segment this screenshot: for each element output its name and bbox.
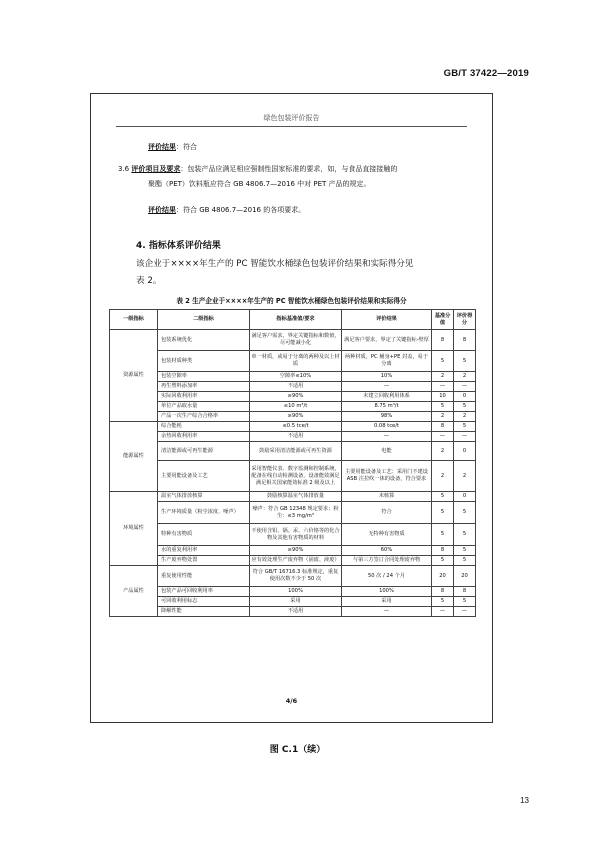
item-text-1: ：包装产品应满足相应强制性国家标准的要求，如，与食品直接接触的 [180, 165, 398, 173]
indicator-cell: 主要用能设备及工艺 [158, 461, 250, 492]
actual-score-cell: 2 [454, 461, 476, 492]
base-score-cell: 5 [432, 402, 454, 412]
item-number: 3.6 [118, 165, 130, 173]
base-score-cell: — [432, 382, 454, 392]
indicator-cell: 包装材质种类 [158, 351, 250, 372]
indicator-cell: 生产废弃物处置 [158, 556, 250, 566]
actual-score-cell: 5 [454, 556, 476, 566]
indicator-cell: 再生塑料添加率 [158, 382, 250, 392]
eval-result-label: 评价结果 [148, 143, 176, 151]
eval-result-value: ：符合 [176, 143, 197, 151]
item-3-6-line-1 [118, 165, 397, 174]
benchmark-cell: ≥90% [250, 412, 342, 422]
benchmark-cell: 不适用 [250, 382, 342, 392]
group-name-cell: 环境属性 [110, 492, 158, 566]
item-label: 评价项目及要求 [131, 165, 181, 173]
indicator-cell: 实际回收利用率 [158, 392, 250, 402]
actual-score-cell: — [454, 382, 476, 392]
body-line-1: 该企业于××××年生产的 PC 智能饮水桶绿色包装评价结果和实际得分见 [136, 259, 414, 269]
base-score-cell: — [432, 432, 454, 442]
table-row [110, 597, 476, 607]
result-cell: — [342, 607, 432, 617]
indicator-cell: 单位产品取水量 [158, 402, 250, 412]
indicator-cell: 特种有害物质 [158, 524, 250, 546]
evaluation-table [109, 309, 476, 617]
indicator-cell: 余热回收利用率 [158, 432, 250, 442]
actual-score-cell: 0 [454, 442, 476, 461]
actual-score-cell: 2 [454, 372, 476, 382]
page-indicator: 4/6 [285, 697, 298, 705]
body-line-2: 表 2。 [136, 276, 162, 286]
indicator-cell: 水的重复利用率 [158, 546, 250, 556]
indicator-cell: 生产环境质量（粉尘浓度、噪声） [158, 502, 250, 524]
table-row [110, 502, 476, 524]
table-row [110, 372, 476, 382]
result-cell: 10% [342, 372, 432, 382]
indicator-cell: 包装产品可回收利用率 [158, 587, 250, 597]
benchmark-cell: ≤10 m³/t [250, 402, 342, 412]
result-cell: 主要用能设备及工艺：采用门不建设 ASB 注拉吹一体的设备，符合要求 [342, 461, 432, 492]
benchmark-cell: 单一材质，或易于分离的两种及以上材质 [250, 351, 342, 372]
table-caption: 表 2 生产企业于××××年生产的 PC 智能饮水桶绿色包装评价结果和实际得分 [176, 297, 407, 305]
table-row [110, 556, 476, 566]
eval-result-line-1 [148, 143, 197, 152]
table-row [110, 492, 476, 502]
table-row [110, 351, 476, 372]
base-score-cell: 8 [432, 587, 454, 597]
benchmark-cell: 鼓励核算温室气体排放量 [250, 492, 342, 502]
actual-score-cell: 2 [454, 412, 476, 422]
actual-score-cell: 0 [454, 492, 476, 502]
table-row [110, 412, 476, 422]
benchmark-cell: ≥90% [250, 392, 342, 402]
indicator-cell: 降解性能 [158, 607, 250, 617]
benchmark-cell: 鼓励采用清洁能源或可再生资源 [250, 442, 342, 461]
base-score-cell: 8 [432, 330, 454, 351]
result-cell: 采用 [342, 597, 432, 607]
indicator-cell: 包装系统优化 [158, 330, 250, 351]
actual-score-cell: 5 [454, 402, 476, 412]
actual-score-cell: 5 [454, 546, 476, 556]
table-row [110, 566, 476, 587]
actual-score-cell: — [454, 607, 476, 617]
section-heading: 4. 指标体系评价结果 [136, 241, 221, 251]
actual-score-cell: 5 [454, 351, 476, 372]
result-cell: 8.75 m³/t [342, 402, 432, 412]
col-header-benchmark: 指标基准值/要求 [250, 310, 342, 330]
base-score-cell: 5 [432, 556, 454, 566]
result-cell: 50 次 / 24 个月 [342, 566, 432, 587]
table-row [110, 524, 476, 546]
col-header-result: 评价结果 [342, 310, 432, 330]
base-score-cell: — [432, 607, 454, 617]
table-row [110, 442, 476, 461]
result-cell: 符合 [342, 502, 432, 524]
indicator-cell: 清洁能源或可再生能源 [158, 442, 250, 461]
base-score-cell: 8 [432, 546, 454, 556]
result-cell: 满足客户要求，界定了关键指标-壁厚 [342, 330, 432, 351]
indicator-cell: 可回收利用标志 [158, 597, 250, 607]
actual-score-cell: 8 [454, 587, 476, 597]
group-name-cell: 产品属性 [110, 566, 158, 617]
base-score-cell: 2 [432, 442, 454, 461]
actual-score-cell: 8 [454, 330, 476, 351]
col-header-level1: 一级指标 [110, 310, 158, 330]
benchmark-cell: 应有效处理生产废弃物（固废、液废） [250, 556, 342, 566]
benchmark-cell: 空隙率≤10% [250, 372, 342, 382]
col-header-base-score: 基准分值 [432, 310, 454, 330]
base-score-cell: 2 [432, 412, 454, 422]
table-row [110, 422, 476, 432]
report-frame [90, 93, 493, 723]
group-name-cell: 能源属性 [110, 422, 158, 492]
result2-value: ：符合 GB 4806.7—2016 的各项要求。 [176, 206, 306, 214]
result-cell: 未建立回收利用体系 [342, 392, 432, 402]
indicator-cell: 包装空隙率 [158, 372, 250, 382]
result-cell: — [342, 432, 432, 442]
actual-score-cell: 5 [454, 597, 476, 607]
base-score-cell: 10 [432, 392, 454, 402]
result-cell: 100% [342, 587, 432, 597]
benchmark-cell: 不使用含铅、镉、汞、六价铬等的化合物及其他有害物质的材料 [250, 524, 342, 546]
result-cell: 两种材质，PC 桶身+PE 封盖，易于分离 [342, 351, 432, 372]
benchmark-cell: 不适用 [250, 432, 342, 442]
base-score-cell: 5 [432, 524, 454, 546]
figure-caption: 图 C.1（续） [269, 745, 326, 755]
base-score-cell: 2 [432, 461, 454, 492]
actual-score-cell: 20 [454, 566, 476, 587]
standard-number: GB/T 37422—2019 [443, 68, 529, 79]
result2-label: 评价结果 [148, 206, 176, 214]
table-row [110, 432, 476, 442]
benchmark-cell: ≤0.5 tce/t [250, 422, 342, 432]
indicator-cell: 重复使用性能 [158, 566, 250, 587]
table-row [110, 382, 476, 392]
result-cell: 电能 [342, 442, 432, 461]
col-header-actual-score: 评价得分 [454, 310, 476, 330]
actual-score-cell: 5 [454, 502, 476, 524]
item-text-2: 聚酯（PET）饮料瓶应符合 GB 4806.7—2016 中对 PET 产品的规定。 [148, 180, 371, 188]
table-row [110, 461, 476, 492]
table-body [110, 330, 476, 617]
table-row [110, 392, 476, 402]
result-cell: 60% [342, 546, 432, 556]
result-cell: 未核算 [342, 492, 432, 502]
indicator-cell: 温室气体排放核算 [158, 492, 250, 502]
base-score-cell: 2 [432, 372, 454, 382]
benchmark-cell: 不适用 [250, 607, 342, 617]
result-cell: 98% [342, 412, 432, 422]
indicator-cell: 综合能耗 [158, 422, 250, 432]
group-name-cell: 资源属性 [110, 330, 158, 422]
base-score-cell: 5 [432, 351, 454, 372]
base-score-cell: 5 [432, 502, 454, 524]
actual-score-cell: 5 [454, 524, 476, 546]
table-row [110, 587, 476, 597]
result-cell: 无特种有害物质 [342, 524, 432, 546]
header-rule [116, 126, 467, 127]
result-cell: — [342, 382, 432, 392]
base-score-cell: 5 [432, 492, 454, 502]
table-header-row [110, 310, 476, 330]
result-cell: 0.08 tce/t [342, 422, 432, 432]
eval-result-line-2 [148, 206, 305, 215]
running-title: 绿色包装评价报告 [263, 114, 320, 122]
table-row [110, 402, 476, 412]
benchmark-cell: 满足客户需求，界定关键指标和数值，尽可能减小化 [250, 330, 342, 351]
base-score-cell: 5 [432, 597, 454, 607]
benchmark-cell: 采用 [250, 597, 342, 607]
benchmark-cell: 噪声：符合 GB 12348 规定要求；粉尘：≤3 mg/m³ [250, 502, 342, 524]
table-row [110, 546, 476, 556]
table-row [110, 330, 476, 351]
benchmark-cell: 符合 GB/T 16716.3 标准规定，重复使用次数不少于 50 次 [250, 566, 342, 587]
benchmark-cell: 100% [250, 587, 342, 597]
indicator-cell: 产品一次生产综合合格率 [158, 412, 250, 422]
result-cell: 与第三方签订合同处理废弃物 [342, 556, 432, 566]
base-score-cell: 8 [432, 422, 454, 432]
benchmark-cell: 采用智能仪表、数字监测和控制系统，配备在线自动检测设备，设备能效满足满足相关国家能效标准 2 级及以上 [250, 461, 342, 492]
base-score-cell: 20 [432, 566, 454, 587]
page-number: 13 [520, 796, 529, 805]
col-header-level2: 二级指标 [158, 310, 250, 330]
actual-score-cell: 5 [454, 422, 476, 432]
benchmark-cell: ≥90% [250, 546, 342, 556]
actual-score-cell: 0 [454, 392, 476, 402]
table-row [110, 607, 476, 617]
actual-score-cell: — [454, 432, 476, 442]
